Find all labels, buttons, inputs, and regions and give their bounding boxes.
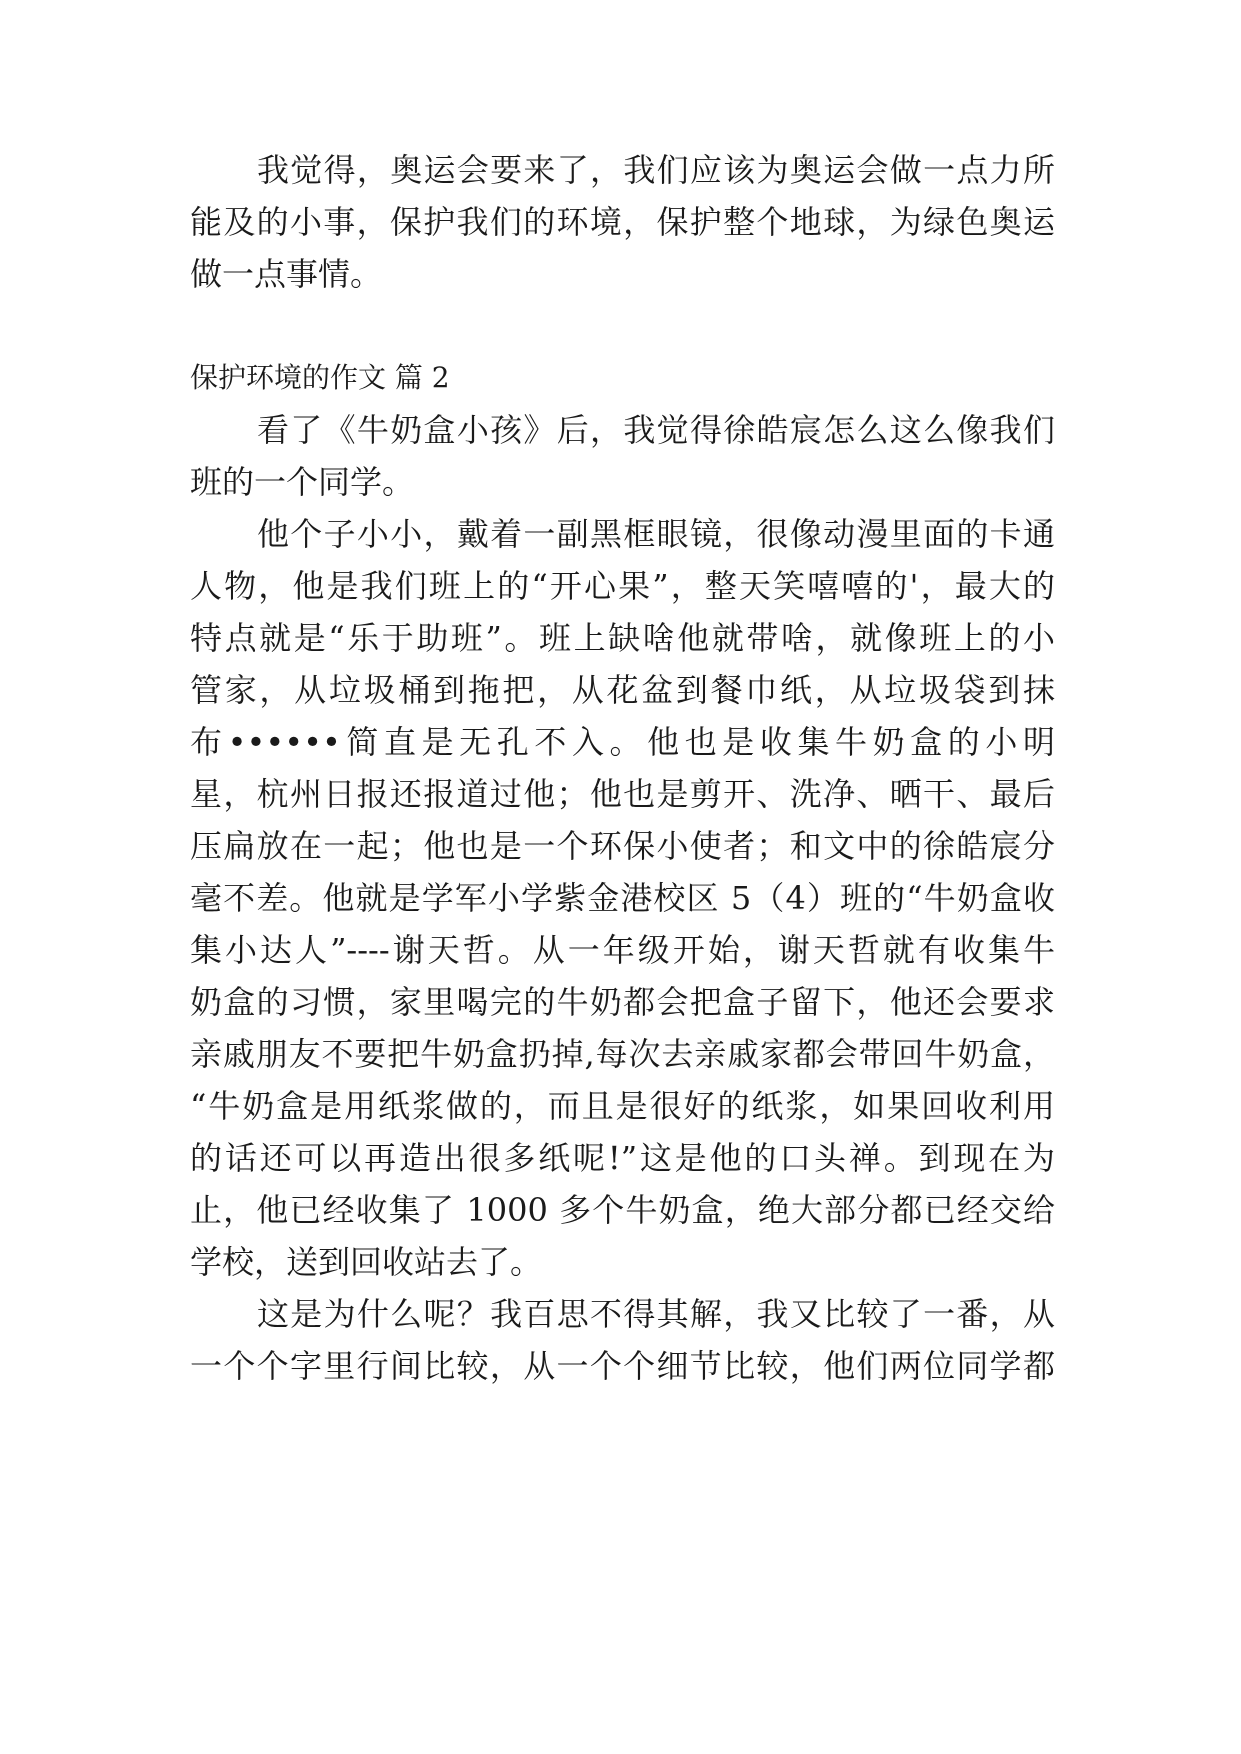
- section-heading: 保护环境的作文 篇 2: [190, 361, 450, 394]
- paragraph-line: 压扁放在一起；他也是一个环保小使者；和文中的徐皓宸分: [190, 827, 1055, 865]
- paragraph-line: 人物，他是我们班上的“开心果”，整天笑嘻嘻的'，最大的: [190, 567, 1055, 605]
- paragraph-line: 班的一个同学。: [190, 463, 415, 501]
- paragraph-line: 看了《牛奶盒小孩》后，我觉得徐皓宸怎么这么像我们: [257, 411, 1055, 449]
- paragraph-line: 星，杭州日报还报道过他；他也是剪开、洗净、晒干、最后: [190, 775, 1055, 813]
- paragraph-line: 我觉得，奥运会要来了，我们应该为奥运会做一点力所: [257, 151, 1055, 189]
- paragraph-line: 管家，从垃圾桶到拖把，从花盆到餐巾纸，从垃圾袋到抹: [190, 671, 1055, 709]
- paragraph-line: 能及的小事，保护我们的环境，保护整个地球，为绿色奥运: [190, 203, 1055, 241]
- paragraph-line: 一个个字里行间比较，从一个个细节比较，他们两位同学都: [190, 1347, 1055, 1385]
- paragraph-line: “牛奶盒是用纸浆做的，而且是很好的纸浆，如果回收利用: [190, 1087, 1055, 1125]
- paragraph-line: 止，他已经收集了 1000 多个牛奶盒，绝大部分都已经交给: [190, 1191, 1055, 1229]
- paragraph-line: 毫不差。他就是学军小学紫金港校区 5（4）班的“牛奶盒收: [190, 879, 1055, 917]
- paragraph-line: 特点就是“乐于助班”。班上缺啥他就带啥，就像班上的小: [190, 619, 1055, 657]
- paragraph-line: 布••••••简直是无孔不入。他也是收集牛奶盒的小明: [190, 723, 1055, 761]
- paragraph-line: 做一点事情。: [190, 255, 383, 293]
- paragraph-line: 的话还可以再造出很多纸呢!”这是他的口头禅。到现在为: [190, 1139, 1055, 1177]
- paragraph-line: 学校，送到回收站去了。: [190, 1243, 543, 1281]
- paragraph-line: 集小达人”----谢天哲。从一年级开始，谢天哲就有收集牛: [190, 931, 1055, 969]
- paragraph-line: 这是为什么呢？我百思不得其解，我又比较了一番，从: [257, 1295, 1055, 1333]
- paragraph-line: 亲戚朋友不要把牛奶盒扔掉,每次去亲戚家都会带回牛奶盒，: [190, 1035, 1055, 1073]
- paragraph-line: 奶盒的习惯，家里喝完的牛奶都会把盒子留下，他还会要求: [190, 983, 1055, 1021]
- paragraph-line: 他个子小小，戴着一副黑框眼镜，很像动漫里面的卡通: [257, 515, 1055, 553]
